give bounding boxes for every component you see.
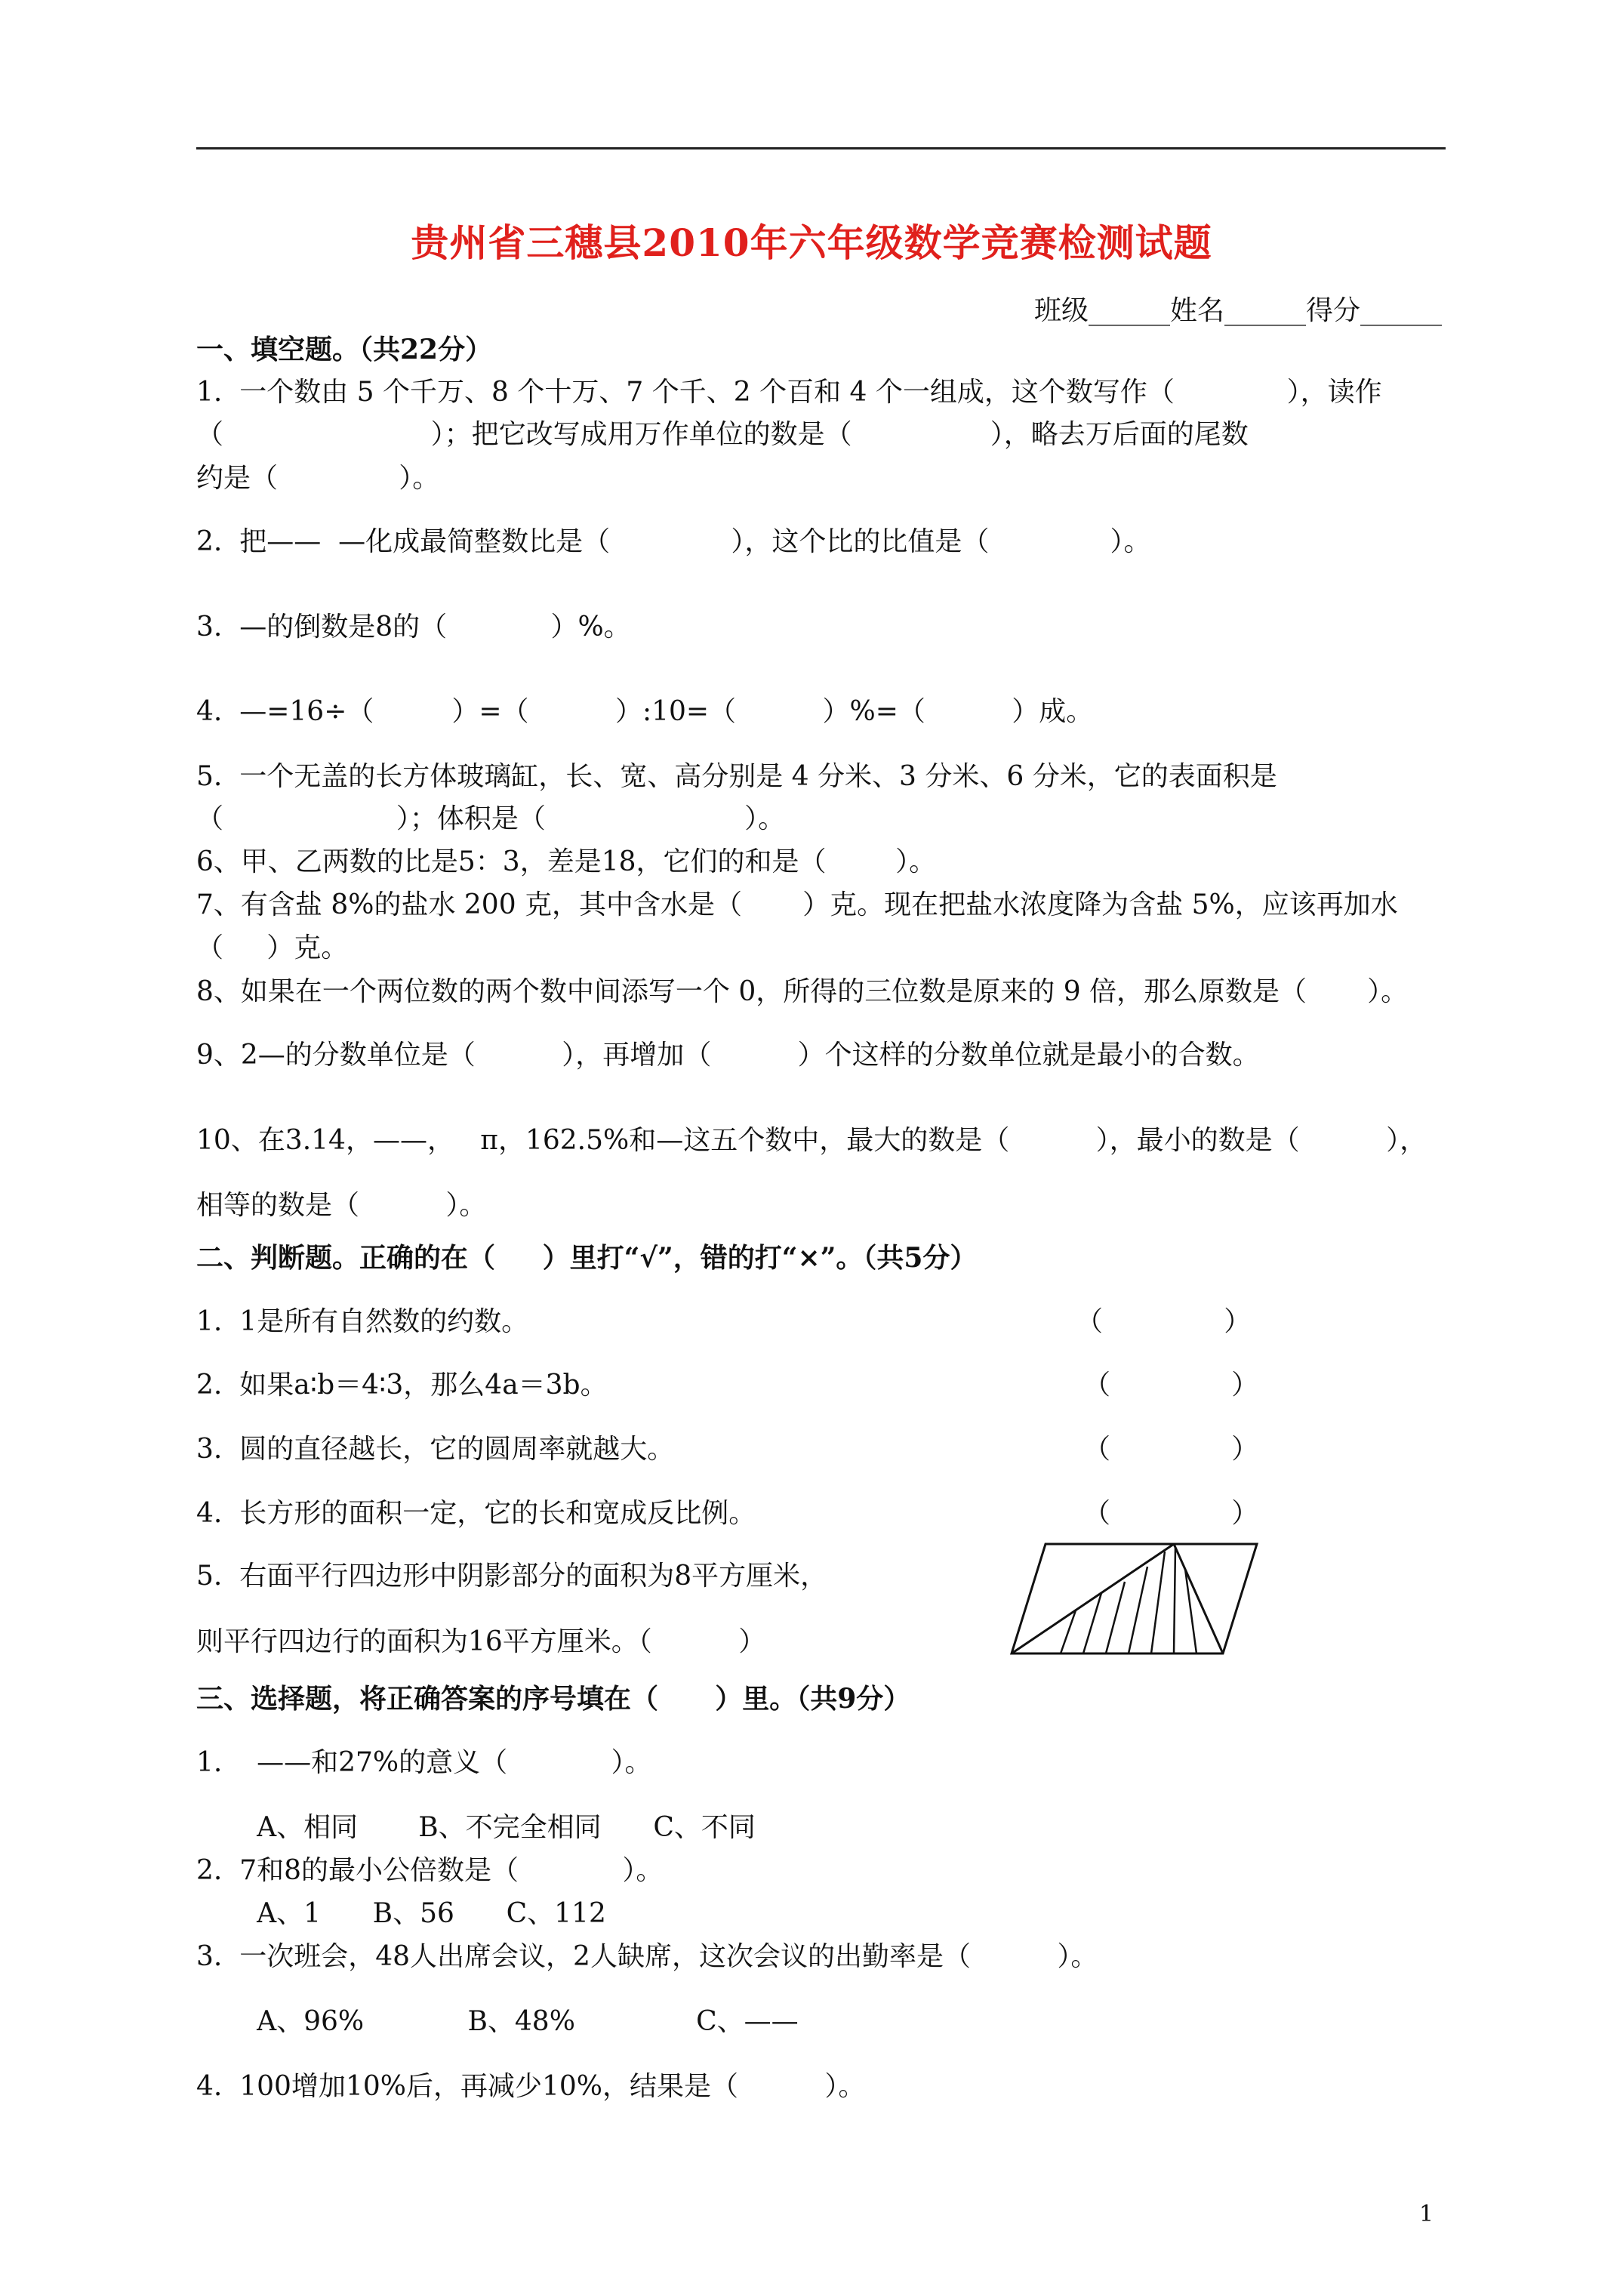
question-line: 3. —的倒数是8的（ ）%。 [196,612,631,643]
section-2-heading: 二、判断题。正确的在（ ）里打“√”，错的打“×”。（共5分） [196,1242,978,1274]
section-3-heading: 三、选择题，将正确答案的序号填在（ ）里。（共9分） [196,1683,911,1715]
answer-bracket: （ ） [1083,1498,1259,1529]
question-line: 10、在3.14，——， π，162.5%和—这五个数中，最大的数是（ ），最小的数是（ ）， [196,1125,1427,1156]
choice-question: 4. 100增加10%后，再减少10%，结果是（ ）。 [196,2071,866,2102]
page-number: 1 [1419,2201,1434,2227]
judgement-item: 5. 右面平行四边形中阴影部分的面积为8平方厘米， [196,1561,828,1592]
question-line: 约是（ ）。 [196,463,440,494]
judgement-item: 2. 如果a∶b＝4∶3，那么4a＝3b。 [196,1370,608,1401]
choice-question: 1. ——和27%的意义（ ）。 [196,1747,652,1778]
answer-bracket: （ ） [1083,1370,1259,1401]
question-line: 2. 把—— —化成最简整数比是（ ），这个比的比值是（ ）。 [196,526,1151,557]
student-info: 班级______姓名______得分______ [1033,295,1442,326]
question-line: 9、2—的分数单位是（ ），再增加（ ）个这样的分数单位就是最小的合数。 [196,1040,1260,1071]
question-line: （ ）；把它改写成用万作单位的数是（ ），略去万后面的尾数 [196,419,1249,450]
judgement-item: 1. 1是所有自然数的约数。 [196,1306,529,1337]
answer-bracket: （ ） [1076,1306,1252,1337]
parallelogram-figure [1008,1540,1264,1661]
choice-options: A、96% B、48% C、—— [196,2006,799,2037]
judgement-item: 则平行四边行的面积为16平方厘米。（ ） [196,1626,766,1657]
choice-options: A、相同 B、不完全相同 C、不同 [196,1812,756,1843]
question-line: 7、有含盐 8%的盐水 200 克，其中含水是（ ）克。现在把盐水浓度降为含盐 5%，应该再加水 [196,889,1398,920]
question-line: 5. 一个无盖的长方体玻璃缸，长、宽、高分别是 4 分米、3 分米、6 分米，它的表面积是 [196,761,1277,792]
section-1-heading: 一、填空题。（共22分） [196,334,493,365]
question-line: 相等的数是（ ）。 [196,1190,487,1221]
page-title: 贵州省三穗县2010年六年级数学竞赛检测试题 [411,220,1212,265]
question-line: （ ）克。 [196,932,349,963]
answer-bracket: （ ） [1083,1434,1259,1465]
judgement-item: 3. 圆的直径越长，它的圆周率就越大。 [196,1434,675,1465]
choice-options: A、1 B、56 C、112 [196,1898,606,1929]
question-line: 8、如果在一个两位数的两个数中间添写一个 0，所得的三位数是原来的 9 倍，那么原数是（ ）。 [196,976,1409,1007]
question-line: （ ）；体积是（ ）。 [196,803,786,834]
judgement-item: 4. 长方形的面积一定，它的长和宽成反比例。 [196,1498,756,1529]
question-line: 1. 一个数由 5 个千万、8 个十万、7 个千、2 个百和 4 个一组成，这个数写作（ ），读作 [196,377,1382,408]
header-rule [196,147,1446,149]
question-line: 6、甲、乙两数的比是5：3，差是18，它们的和是（ ）。 [196,846,937,877]
choice-question: 2. 7和8的最小公倍数是（ ）。 [196,1855,664,1886]
choice-question: 3. 一次班会，48人出席会议，2人缺席，这次会议的出勤率是（ ）。 [196,1941,1098,1972]
question-line: 4. —=16÷（ ）=（ ）:10=（ ）%=（ ）成。 [196,696,1094,727]
